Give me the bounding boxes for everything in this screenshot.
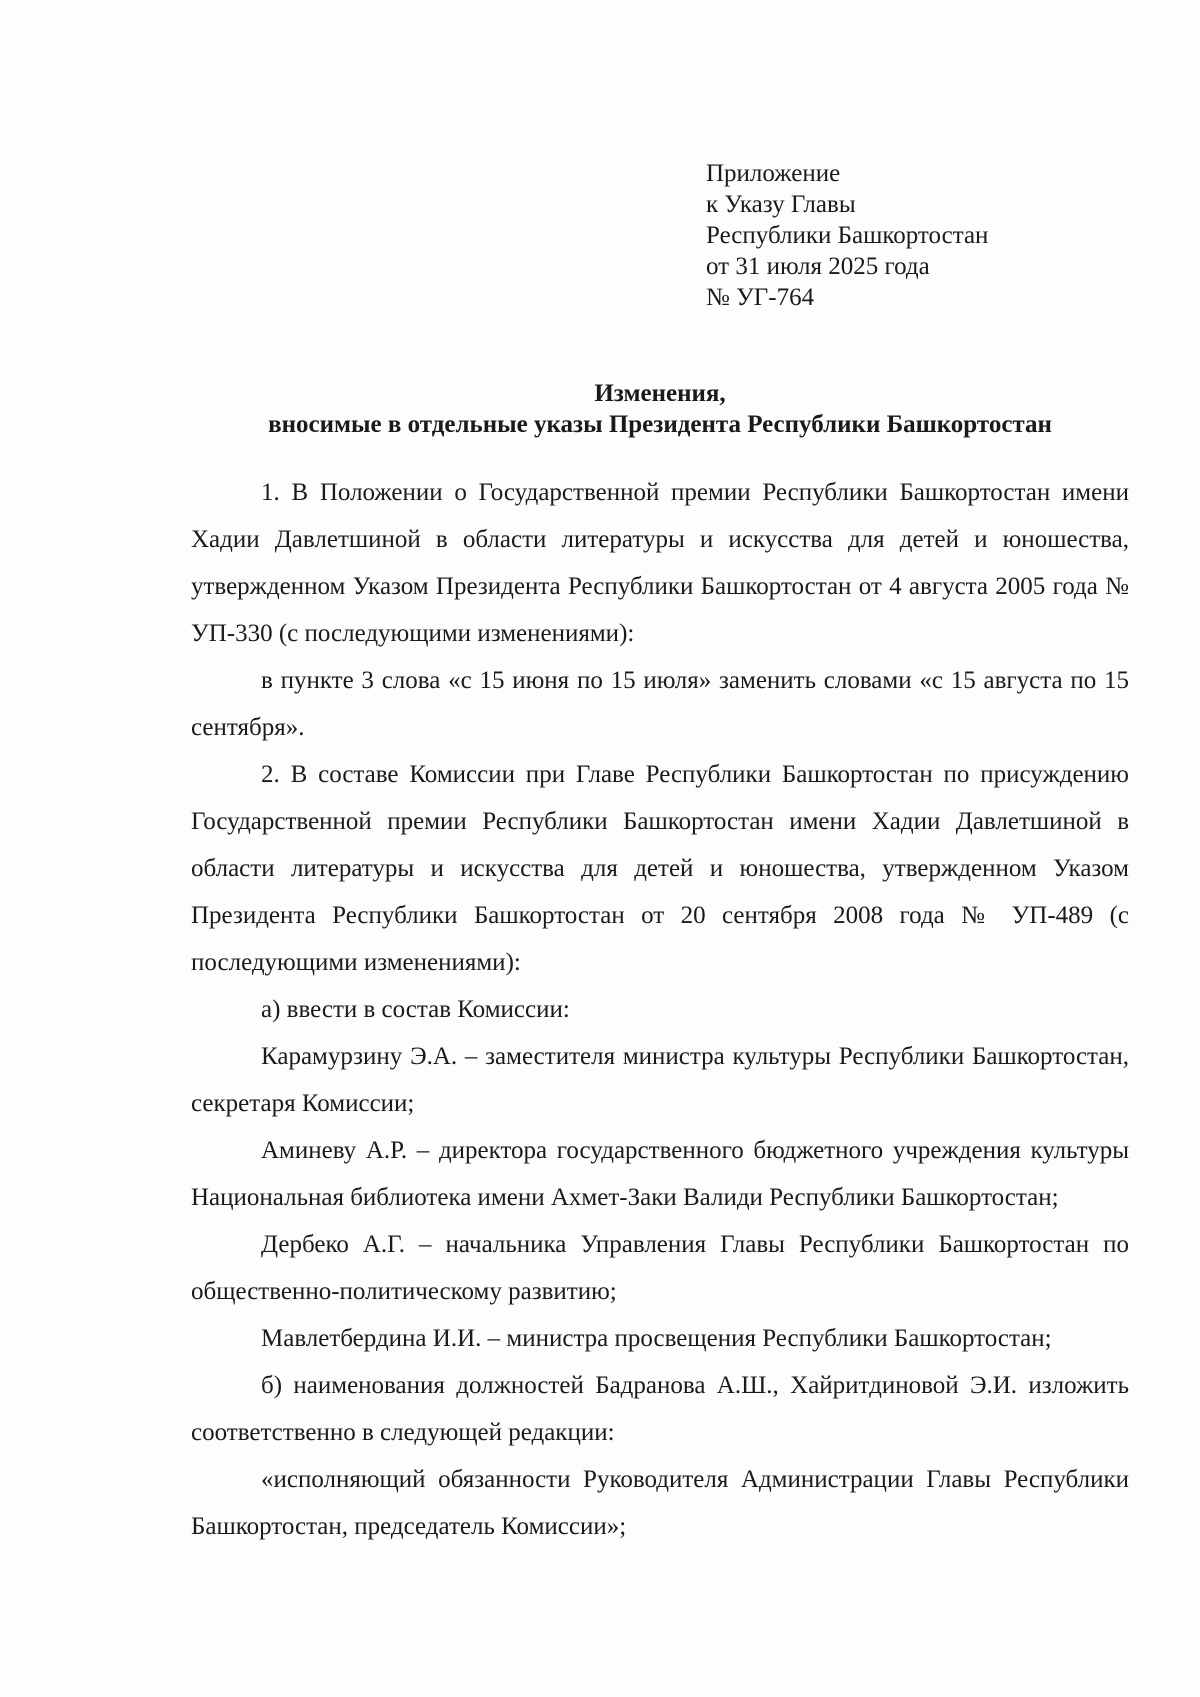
paragraph: Мавлетбердина И.И. – министра просвещения Республики Башкортостан; [261,1325,1052,1352]
paragraph: б) наименования должностей Бадранова А.Ш., Хайритдиновой Э.И. изложить соответственно в следующей редакции: [191,1372,1129,1446]
paragraph: Карамурзину Э.А. – заместителя министра культуры Республики Башкортостан, секретаря Комиссии; [191,1043,1129,1117]
document-title [180,378,1140,440]
document-body [191,469,1129,1550]
title-line: вносимые в отдельные указы Президента Республики Башкортостан [268,411,1052,438]
paragraph: в пункте 3 слова «с 15 июня по 15 июля» заменить словами «с 15 августа по 15 сентября». [191,667,1129,741]
paragraph: 1. В Положении о Государственной премии Республики Башкортостан имени Хадии Давлетшиной в области литературы и искусства для детей и юношества, утвержденном Указом Президента Республики Башкортостан от 4 августа 2005 года № УП-330 (с последующими изменениями): [191,479,1129,647]
appendix-line: Республики Башкортостан [706,222,989,249]
paragraph: а) ввести в состав Комиссии: [261,996,570,1023]
paragraph: Аминеву А.Р. – директора государственного бюджетного учреждения культуры Национальная библиотека имени Ахмет-Заки Валиди Республики Башкортостан; [191,1137,1129,1211]
appendix-date: от 31 июля 2025 года [706,253,930,280]
title-line: Изменения, [594,380,726,407]
paragraph: 2. В составе Комиссии при Главе Республики Башкортостан по присуждению Государственной премии Республики Башкортостан имени Хадии Давлетшиной в области литературы и искусства для детей и юношества, утвержденном Указом Президента Республики Башкортостан от 20 сентября 2008 года № УП-489 (с последующими изменениями): [191,761,1129,976]
appendix-block [706,158,988,313]
appendix-line: Приложение [706,160,841,187]
appendix-line: к Указу Главы [706,191,856,218]
paragraph: Дербеко А.Г. – начальника Управления Главы Республики Башкортостан по общественно-политическому развитию; [191,1231,1129,1305]
paragraph: «исполняющий обязанности Руководителя Администрации Главы Республики Башкортостан, председатель Комиссии»; [191,1466,1129,1540]
appendix-number: № УГ-764 [706,284,815,311]
